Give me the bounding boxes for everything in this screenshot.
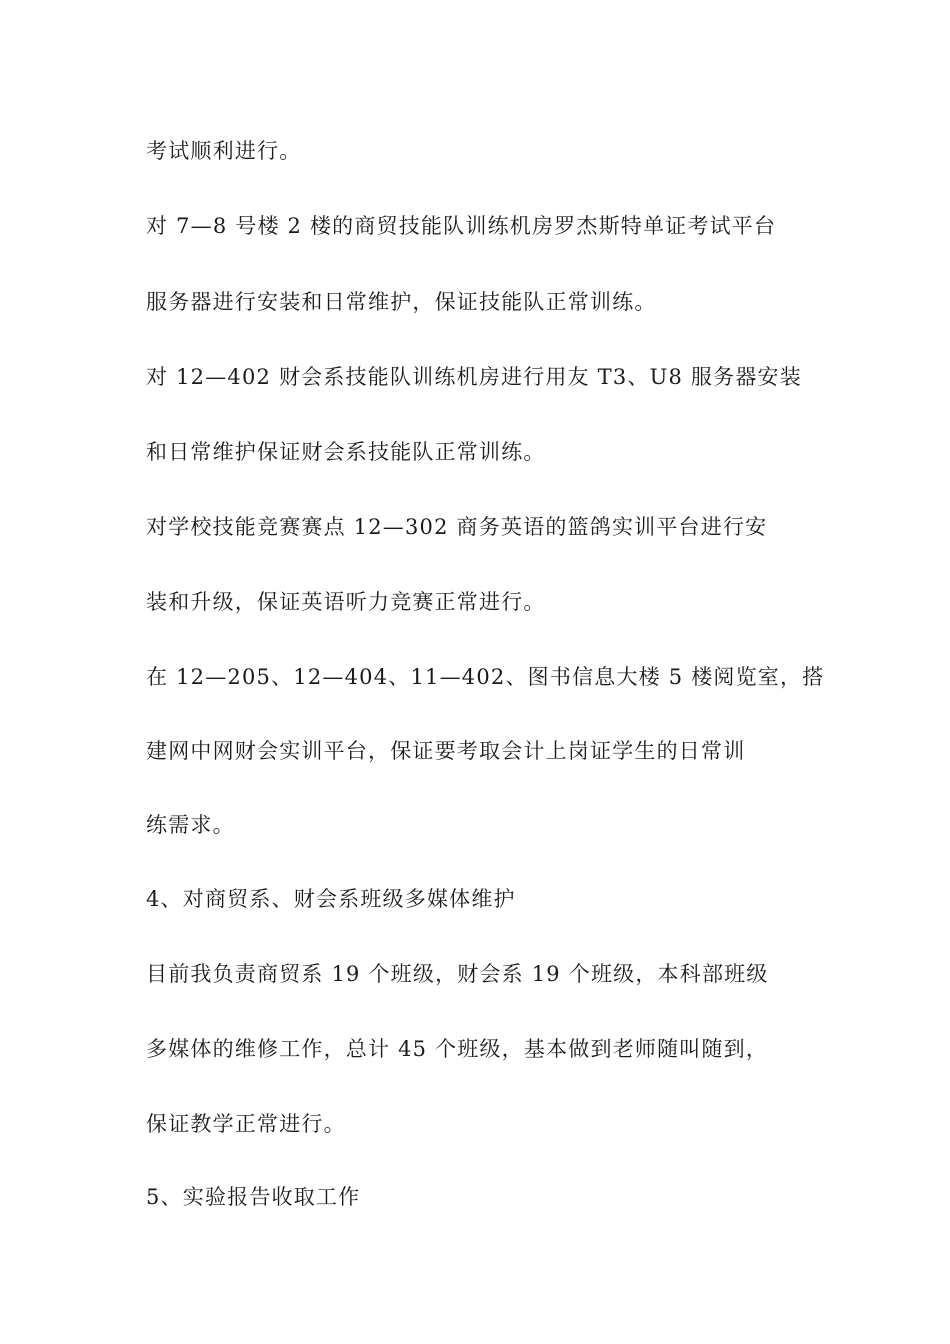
text-line-7: 装和升级，保证英语听力竞赛正常进行。 bbox=[146, 590, 546, 614]
text-line-14: 保证教学正常进行。 bbox=[146, 1112, 346, 1136]
text-line-5: 和日常维护保证财会系技能队正常训练。 bbox=[146, 440, 546, 464]
text-line-13: 多媒体的维修工作，总计 45 个班级，基本做到老师随叫随到， bbox=[146, 1037, 769, 1061]
text-line-8: 在 12—205、12—404、11—402、图书信息大楼 5 楼阅览室，搭 bbox=[146, 665, 825, 689]
text-line-3: 服务器进行安装和日常维护，保证技能队正常训练。 bbox=[146, 290, 657, 314]
text-line-2: 对 7—8 号楼 2 楼的商贸技能队训练机房罗杰斯特单证考试平台 bbox=[146, 214, 777, 238]
section-heading-5: 5、实验报告收取工作 bbox=[146, 1185, 361, 1209]
text-line-9: 建网中网财会实训平台，保证要考取会计上岗证学生的日常训 bbox=[146, 739, 746, 763]
text-line-10: 练需求。 bbox=[146, 813, 235, 837]
text-line-12: 目前我负责商贸系 19 个班级，财会系 19 个班级，本科部班级 bbox=[146, 962, 769, 986]
text-line-6: 对学校技能竞赛赛点 12—302 商务英语的篮鸽实训平台进行安 bbox=[146, 515, 768, 539]
text-line-1: 考试顺利进行。 bbox=[146, 139, 302, 163]
text-line-4: 对 12—402 财会系技能队训练机房进行用友 T3、U8 服务器安装 bbox=[146, 365, 802, 389]
section-heading-4: 4、对商贸系、财会系班级多媒体维护 bbox=[146, 887, 516, 911]
